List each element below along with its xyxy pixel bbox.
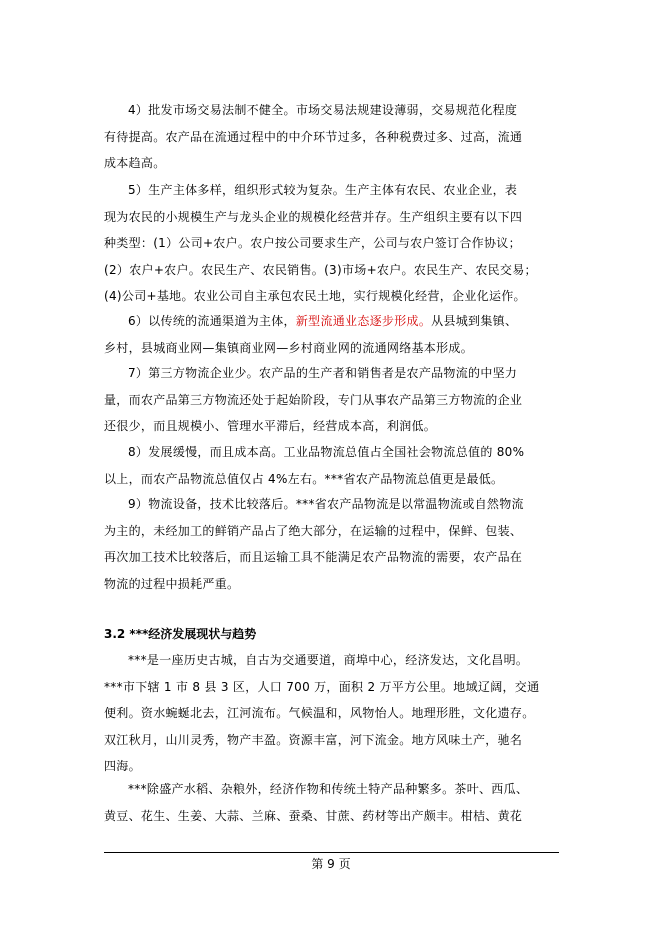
paragraph-line: 有待提高。农产品在流通过程中的中介环节过多，各种税费过多、过高，流通 <box>104 129 523 144</box>
paragraph-line: 4）批发市场交易法制不健全。市场交易法规建设薄弱，交易规范化程度 <box>128 103 518 117</box>
paragraph-line: 以上，而农产品物流总值仅占 4%左右。***省农产品物流总值更是最低。 <box>104 471 504 486</box>
paragraph-line: 物流的过程中损耗严重。 <box>104 576 240 591</box>
paragraph-line: ***是一座历史古城，自古为交通要道，商埠中心，经济发达，文化昌明。 <box>128 653 529 667</box>
paragraph-line: 5）生产主体多样，组织形式较为复杂。生产主体有农民、农业企业，表 <box>128 183 518 197</box>
paragraph-line: 再次加工技术比较落后，而且运输工具不能满足农产品物流的需要，农产品在 <box>104 550 523 564</box>
paragraph-line: 9）物流设备，技术比较落后。***省农产品物流是以常温物流或自然物流 <box>128 497 524 511</box>
paragraph-line <box>104 308 550 335</box>
paragraph-line: 为主的，未经加工的鲜销产品占了绝大部分，在运输的过程中，保鲜、包装、 <box>104 523 523 538</box>
paragraph-line: 现为农民的小规模生产与龙头企业的规模化经营并存。生产组织主要有以下四 <box>104 209 523 224</box>
paragraph-line: 8）发展缓慢，而且成本高。工业品物流总值占全国社会物流总值的 80% <box>128 445 525 459</box>
paragraph-line: 量，而农产品第三方物流还处于起始阶段，专门从事农产品第三方物流的企业 <box>104 392 523 407</box>
paragraph-line: 双江秋月，山川灵秀，物产丰盈。资源丰富，河下流金。地方风味土产，驰名 <box>104 732 523 747</box>
paragraph-line: 种类型：(1）公司+农户。农户按公司要求生产，公司与农户签订合作协议； <box>104 236 521 250</box>
paragraph-line: 四海。 <box>104 759 141 773</box>
section-paragraph-1 <box>104 647 550 780</box>
highlighted-text: 新型流通业态逐步形成。 <box>295 314 432 328</box>
section-heading: 3.2 ***经济发展现状与趋势 <box>104 627 257 641</box>
paragraph-line: ***除盛产水稻、杂粮外，经济作物和传统土特产品种繁多。茶叶、西瓜、 <box>128 782 529 796</box>
page-number: 第 9 页 <box>311 857 351 871</box>
footer-divider <box>104 852 559 853</box>
paragraph-9 <box>104 491 550 597</box>
paragraph-line: 黄豆、花生、生姜、大蒜、兰麻、蚕桑、甘蔗、药材等出产颇丰。柑桔、黄花 <box>104 808 523 823</box>
paragraph-text: 从县城到集镇、 <box>431 314 518 328</box>
paragraph-line: 乡村，县城商业网—集镇商业网—乡村商业网的流通网络基本形成。 <box>104 340 474 355</box>
section-paragraph-2 <box>104 776 550 829</box>
paragraph-7 <box>104 360 550 440</box>
paragraph-line: (4)公司+基地。农业公司自主承包农民土地，实行规模化经营，企业化运作。 <box>104 289 526 303</box>
paragraph-6 <box>104 308 550 361</box>
paragraph-line: 成本趋高。 <box>104 156 166 170</box>
paragraph-4 <box>104 97 550 177</box>
paragraph-line: ***市下辖 1 市 8 县 3 区，人口 700 万，面积 2 万平方公里。地域辽阔，交通 <box>104 679 540 694</box>
paragraph-line: (2）农户+农户。农民生产、农民销售。(3)市场+农户。农民生产、农民交易； <box>104 262 537 277</box>
paragraph-line: 便利。资水蜿蜒北去，江河流布。气候温和，风物怡人。地理形胜，文化遗存。 <box>104 706 535 720</box>
paragraph-line: 7）第三方物流企业少。农产品的生产者和销售者是农产品物流的中坚力 <box>128 366 518 380</box>
paragraph-text: 6）以传统的流通渠道为主体， <box>128 314 296 328</box>
paragraph-line: 还很少，而且规模小、管理水平滞后，经营成本高，利润低。 <box>104 419 437 433</box>
paragraph-8 <box>104 439 550 492</box>
paragraph-5 <box>104 177 550 310</box>
